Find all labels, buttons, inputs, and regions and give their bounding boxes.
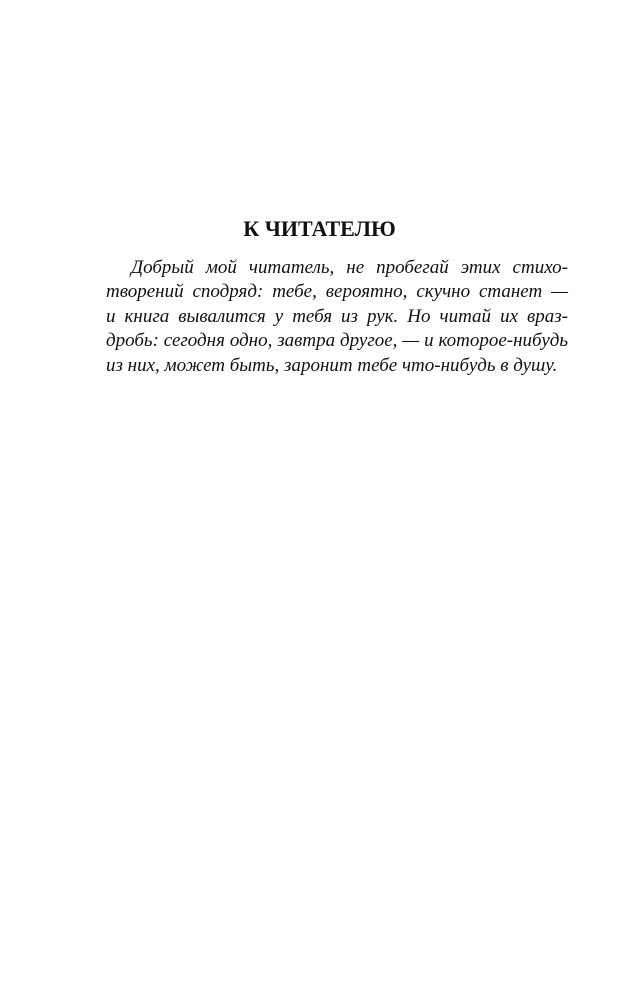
paragraph-line: дробь: сегодня одно, завтра другое, — и которое-нибудь xyxy=(106,330,568,352)
preface-paragraph xyxy=(106,256,568,378)
paragraph-line: творений сподряд: тебе, вероятно, скучно станет — xyxy=(106,281,568,303)
paragraph-line: Добрый мой читатель, не пробегай этих стихо- xyxy=(131,257,568,278)
section-heading: К ЧИТАТЕЛЮ xyxy=(243,216,396,241)
paragraph-line: и книга вывалится у тебя из рук. Но читай их враз- xyxy=(106,305,568,327)
paragraph-line: из них, может быть, заронит тебе что-нибудь в душу. xyxy=(106,354,558,376)
